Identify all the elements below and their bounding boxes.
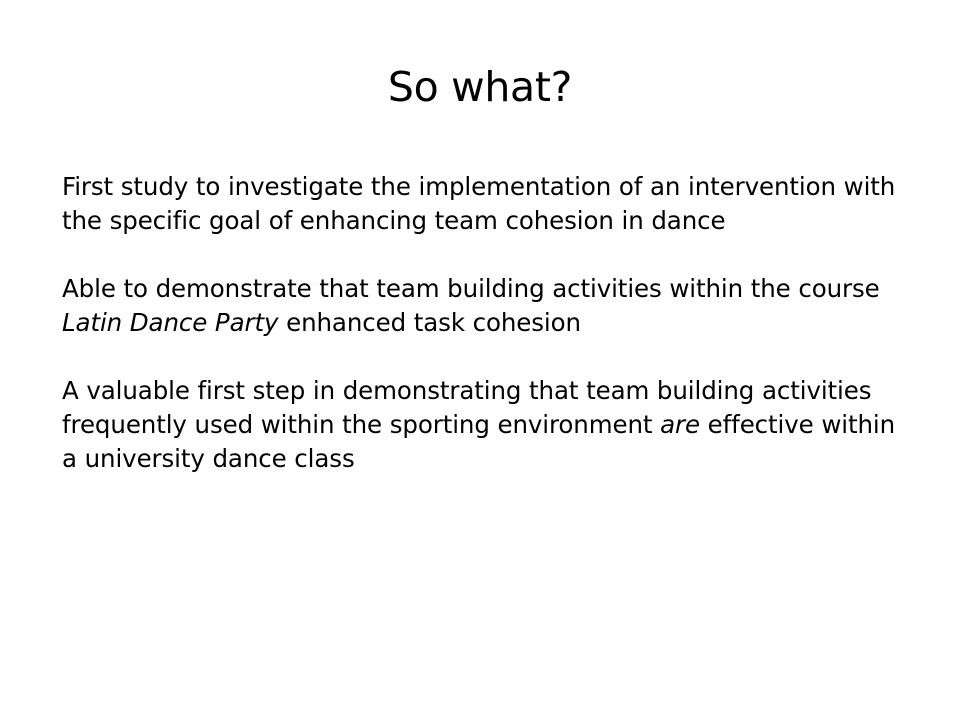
- paragraph-text-after: enhanced task cohesion: [278, 308, 581, 337]
- paragraph-text-after: effective within a university dance class: [62, 410, 896, 473]
- paragraph-first-step: [62, 374, 912, 476]
- slide-body: [62, 170, 912, 510]
- course-name-emphasis: Latin Dance Party: [62, 308, 279, 337]
- paragraph-first-study: [62, 170, 912, 238]
- slide-title: So what?: [387, 63, 573, 111]
- are-emphasis: are: [660, 410, 700, 439]
- paragraph-demonstrate: [62, 272, 912, 340]
- paragraph-text-before: Able to demonstrate that team building activities within the course: [62, 274, 880, 303]
- paragraph-text-before: A valuable first step in demonstrating that team building activities frequently used within the sporting environment: [62, 376, 872, 439]
- paragraph-text: First study to investigate the implementation of an intervention with the specific goal of enhancing team cohesion in dance: [62, 172, 896, 235]
